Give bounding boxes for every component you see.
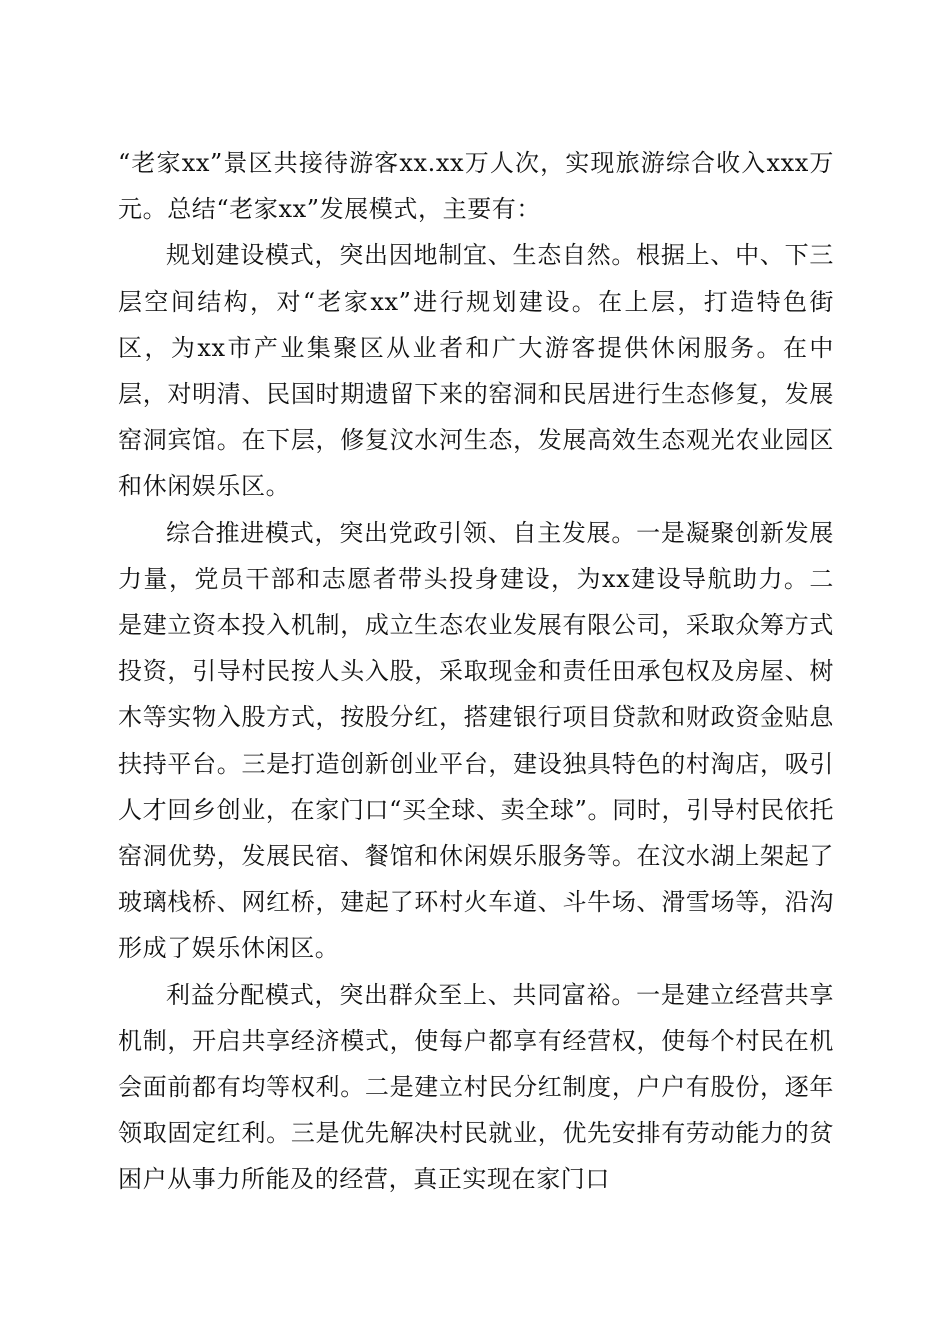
paragraph-planning-mode: 规划建设模式，突出因地制宜、生态自然。根据上、中、下三层空间结构，对“老家xx”进行规划建设。在上层，打造特色街区，为xx市产业集聚区从业者和广大游客提供休闲服务。在中层，对明清、民国时期遗留下来的窑洞和民居进行生态修复，发展窑洞宾馆。在下层，修复汶水河生态，发展高效生态观光农业园区和休闲娱乐区。 (118, 241, 834, 501)
paragraph-benefit-mode: 利益分配模式，突出群众至上、共同富裕。一是建立经营共享机制，开启共享经济模式，使每户都享有经营权，使每个村民在机会面前都有均等权利。二是建立村民分红制度，户户有股份，逐年领取固定红利。三是优先解决村民就业，优先安排有劳动能力的贫困户从事力所能及的经营，真正实现在家门口 (118, 980, 834, 1194)
paragraph-comprehensive-mode: 综合推进模式，突出党政引领、自主发展。一是凝聚创新发展力量，党员干部和志愿者带头投身建设，为xx建设导航助力。二是建立资本投入机制，成立生态农业发展有限公司，采取众筹方式投资，引导村民按人头入股，采取现金和责任田承包权及房屋、树木等实物入股方式，按股分红，搭建银行项目贷款和财政资金贴息扶持平台。三是打造创新创业平台，建设独具特色的村淘店，吸引人才回乡创业，在家门口“买全球、卖全球”。同时，引导村民依托窑洞优势，发展民宿、餐馆和休闲娱乐服务等。在汶水湖上架起了玻璃栈桥、网红桥，建起了环村火车道、斗牛场、滑雪场等，沿沟形成了娱乐休闲区。 (118, 518, 834, 963)
document-body (118, 140, 834, 1203)
paragraph-continuation: “老家xx”景区共接待游客xx.xx万人次，实现旅游综合收入xxx万元。总结“老家xx”发展模式，主要有： (118, 149, 834, 224)
